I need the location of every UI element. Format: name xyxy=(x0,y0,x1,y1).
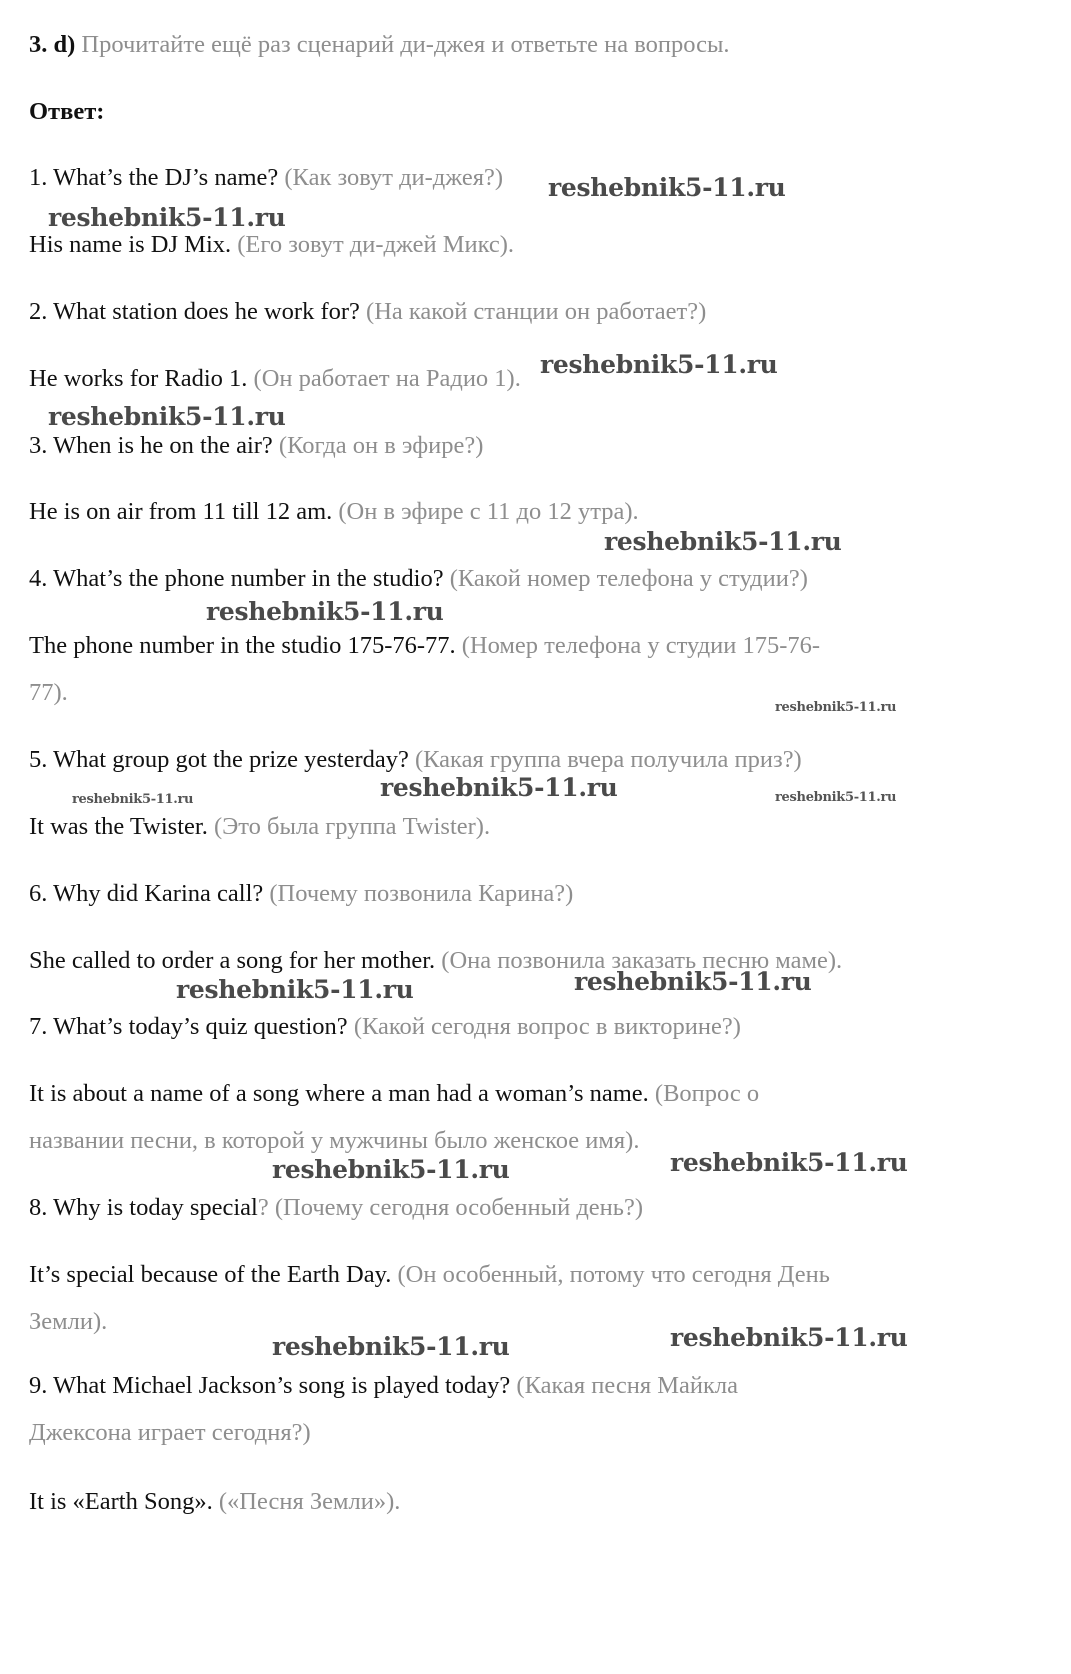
watermark: reshebnik5-11.ru xyxy=(272,1332,510,1361)
question-9-cont: Джексона играет сегодня?) xyxy=(29,1419,311,1446)
question-1: 1. What’s the DJ’s name? (Как зовут ди-джея?) xyxy=(29,164,504,191)
watermark: reshebnik5-11.ru xyxy=(176,975,414,1004)
watermark: reshebnik5-11.ru xyxy=(574,967,812,996)
task-header xyxy=(29,30,730,60)
answer-4: The phone number in the studio 175-76-77. (Номер телефона у студии 175-76- xyxy=(29,632,821,659)
question-5: 5. What group got the prize yesterday? (Какая группа вчера получила приз?) xyxy=(29,746,802,773)
answer-8-cont: Земли). xyxy=(29,1308,108,1335)
answer-6: She called to order a song for her mother. (Она позвонила заказать песню маме). xyxy=(29,947,843,974)
answer-1: His name is DJ Mix. (Его зовут ди-джей Микс). xyxy=(29,231,515,258)
question-9: 9. What Michael Jackson’s song is played today? (Какая песня Майкла xyxy=(29,1372,739,1399)
watermark: reshebnik5-11.ru xyxy=(604,527,842,556)
question-6: 6. Why did Karina call? (Почему позвонила Карина?) xyxy=(29,880,574,907)
answer-heading: Ответ: xyxy=(29,98,105,125)
question-7: 7. What’s today’s quiz question? (Какой сегодня вопрос в викторине?) xyxy=(29,1013,741,1040)
watermark: reshebnik5-11.ru xyxy=(48,203,286,232)
answer-4-cont: 77). xyxy=(29,679,68,706)
task-number: 3. d) xyxy=(29,31,76,58)
question-8: 8. Why is today special? (Почему сегодня особенный день?) xyxy=(29,1194,643,1221)
watermark: reshebnik5-11.ru xyxy=(775,790,897,805)
watermark: reshebnik5-11.ru xyxy=(72,792,194,807)
watermark: reshebnik5-11.ru xyxy=(540,350,778,379)
answer-9: It is «Earth Song». («Песня Земли»). xyxy=(29,1488,401,1515)
answer-5: It was the Twister. (Это была группа Twister). xyxy=(29,813,491,840)
answer-8: It’s special because of the Earth Day. (Он особенный, потому что сегодня День xyxy=(29,1261,830,1288)
question-3: 3. When is he on the air? (Когда он в эфире?) xyxy=(29,432,484,459)
watermark: reshebnik5-11.ru xyxy=(670,1323,908,1352)
question-2: 2. What station does he work for? (На какой станции он работает?) xyxy=(29,298,707,325)
answer-7: It is about a name of a song where a man had a woman’s name. (Вопрос о xyxy=(29,1080,760,1107)
task-instruction: Прочитайте ещё раз сценарий ди-джея и ответьте на вопросы. xyxy=(81,31,730,58)
answer-3: He is on air from 11 till 12 am. (Он в эфире с 11 до 12 утра). xyxy=(29,498,639,525)
watermark: reshebnik5-11.ru xyxy=(670,1148,908,1177)
watermark: reshebnik5-11.ru xyxy=(380,773,618,802)
watermark: reshebnik5-11.ru xyxy=(272,1155,510,1184)
watermark: reshebnik5-11.ru xyxy=(775,700,897,715)
watermark: reshebnik5-11.ru xyxy=(548,173,786,202)
watermark: reshebnik5-11.ru xyxy=(48,402,286,431)
watermark: reshebnik5-11.ru xyxy=(206,597,444,626)
answer-7-cont: названии песни, в которой у мужчины было женское имя). xyxy=(29,1127,640,1154)
question-4: 4. What’s the phone number in the studio? (Какой номер телефона у студии?) xyxy=(29,565,808,592)
answer-2: He works for Radio 1. (Он работает на Радио 1). xyxy=(29,365,521,392)
